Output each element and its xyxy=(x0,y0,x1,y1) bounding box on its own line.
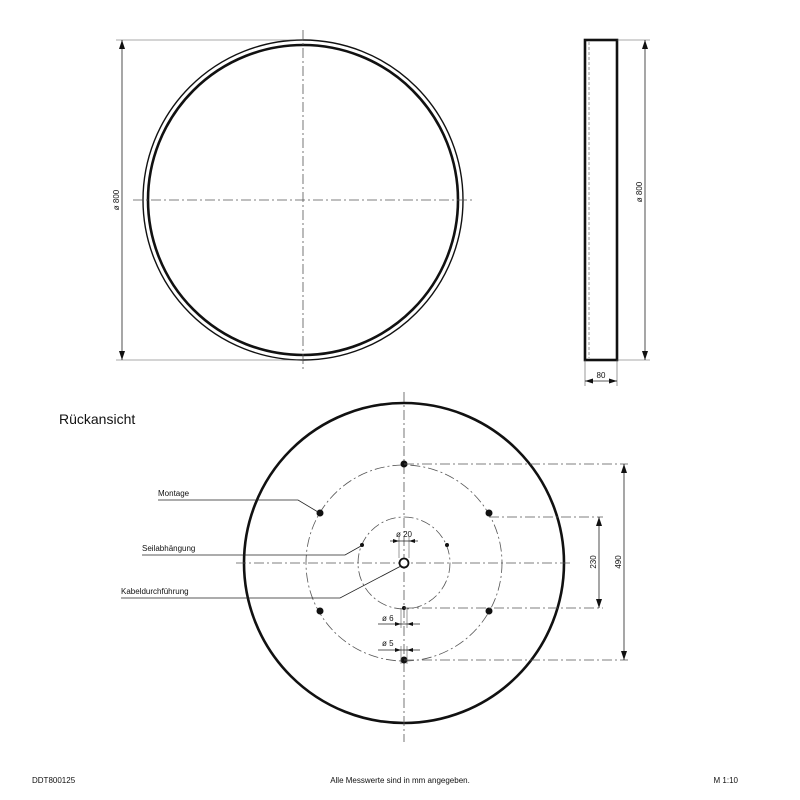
side-view xyxy=(585,40,650,386)
dim-6-label: ø 6 xyxy=(382,614,394,623)
dim-5-arrow-left xyxy=(395,648,401,652)
footer xyxy=(32,776,739,785)
front-dim-arrow-bottom xyxy=(119,351,125,360)
front-view xyxy=(112,30,473,370)
dim-20-arrow-right xyxy=(409,539,415,543)
dim-6-arrow-left xyxy=(395,622,401,626)
side-depth-arrow-right xyxy=(609,379,617,384)
front-dim-arrow-top xyxy=(119,40,125,49)
drawing-number: DDT800125 xyxy=(32,776,76,785)
suspension-hole-right xyxy=(445,543,449,547)
dim-490-label: 490 xyxy=(614,555,623,569)
callout-mounting-leader xyxy=(158,500,318,512)
scale-label: M 1:10 xyxy=(713,776,738,785)
side-depth-arrow-left xyxy=(585,379,593,384)
back-view xyxy=(121,392,628,742)
mount-hole-lower-left xyxy=(317,608,324,615)
side-depth-label: 80 xyxy=(596,371,606,380)
side-height-label: ø 800 xyxy=(635,181,644,203)
dim-490-arrow-bottom xyxy=(621,651,627,660)
mount-hole-upper-left xyxy=(317,510,324,517)
callout-suspension-label: Seilabhängung xyxy=(142,544,196,553)
side-body xyxy=(585,40,617,360)
dim-230-arrow-bottom xyxy=(596,599,602,608)
dim-230-arrow-top xyxy=(596,517,602,526)
front-diameter-label: ø 800 xyxy=(112,189,121,211)
mount-hole-lower-right xyxy=(486,608,493,615)
measurement-note: Alle Messwerte sind in mm angegeben. xyxy=(330,776,470,785)
section-title: Rückansicht xyxy=(59,411,136,427)
side-dim-arrow-top xyxy=(642,40,648,49)
side-dim-arrow-bottom xyxy=(642,351,648,360)
dim-5-arrow-right xyxy=(407,648,413,652)
dim-230-label: 230 xyxy=(589,555,598,569)
dim-490-arrow-top xyxy=(621,464,627,473)
callout-mounting-label: Montage xyxy=(158,489,190,498)
dim-6-arrow-right xyxy=(407,622,413,626)
dim-5-label: ø 5 xyxy=(382,639,394,648)
dim-20-label: ø 20 xyxy=(395,530,413,539)
callout-cable-entry-label: Kabeldurchführung xyxy=(121,587,189,596)
mount-hole-upper-right xyxy=(486,510,493,517)
dim-20-arrow-left xyxy=(393,539,399,543)
